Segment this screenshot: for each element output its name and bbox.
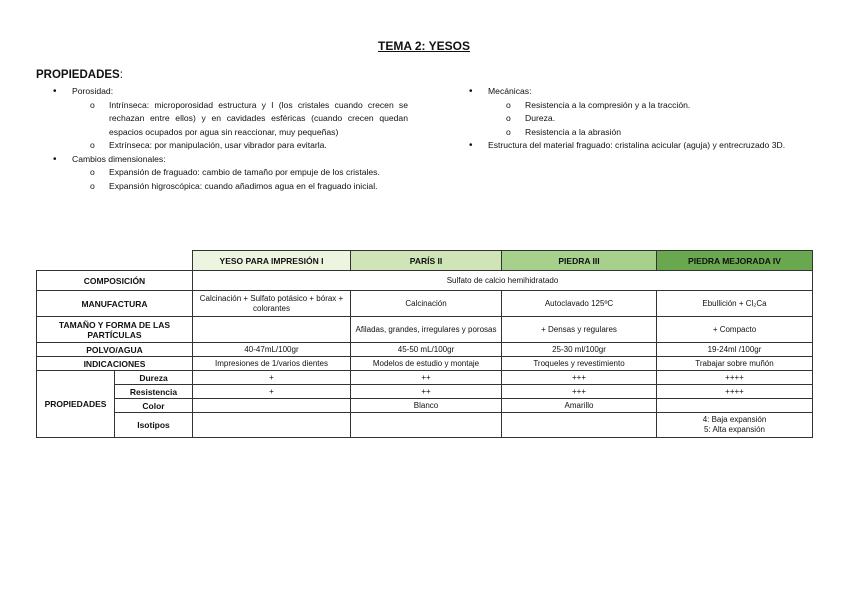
properties-table (36, 250, 813, 438)
sub-bullet-resistencia-compresion: o Resistencia a la compresión y a la tracción. (452, 99, 817, 113)
cell-polvo-iv: 19-24ml /100gr (657, 343, 813, 357)
row-label-isotipos: Isotipos (115, 413, 193, 438)
cell-isotipos-i (193, 413, 351, 438)
cell-color-ii: Blanco (351, 399, 502, 413)
cell-indicaciones-iii: Troqueles y revestimiento (502, 357, 657, 371)
bullet-cambios-dimensionales: • Cambios dimensionales: (36, 153, 408, 167)
row-color (37, 399, 813, 413)
cell-isotipos-iv (657, 413, 813, 438)
header-paris: PARÍS II (351, 251, 502, 271)
left-column (36, 85, 408, 193)
cell-manufactura-iii: Autoclavado 125ºC (502, 291, 657, 317)
cell-resistencia-ii: ++ (351, 385, 502, 399)
row-resistencia (37, 385, 813, 399)
sub-bullet-extrinseca: o Extrínseca: por manipulación, usar vibrador para evitarla. (36, 139, 408, 153)
row-label-composicion: COMPOSICIÓN (37, 271, 193, 291)
row-label-color: Color (115, 399, 193, 413)
row-dureza (37, 371, 813, 385)
row-label-resistencia: Resistencia (115, 385, 193, 399)
right-column (452, 85, 817, 153)
page-title: TEMA 2: YESOS (377, 39, 471, 53)
cell-dureza-i: + (193, 371, 351, 385)
cell-dureza-ii: ++ (351, 371, 502, 385)
cell-color-i (193, 399, 351, 413)
cell-polvo-i: 40-47mL/100gr (193, 343, 351, 357)
bullet-porosidad: • Porosidad: (36, 85, 408, 99)
row-isotipos (37, 413, 813, 438)
cell-dureza-iii: +++ (502, 371, 657, 385)
row-label-dureza: Dureza (115, 371, 193, 385)
row-label-polvo-agua: POLVO/AGUA (37, 343, 193, 357)
cell-manufactura-iv: Ebullición + Cl₂Ca (657, 291, 813, 317)
cell-isotipos-iii (502, 413, 657, 438)
cell-composicion: Sulfato de calcio hemihidratado (193, 271, 813, 291)
cell-manufactura-ii: Calcinación (351, 291, 502, 317)
cell-indicaciones-i: Impresiones de 1/varios dientes (193, 357, 351, 371)
row-label-indicaciones: INDICACIONES (37, 357, 193, 371)
cell-dureza-iv: ++++ (657, 371, 813, 385)
header-row (37, 251, 813, 271)
cell-indicaciones-ii: Modelos de estudio y montaje (351, 357, 502, 371)
cell-tamano-iii: + Densas y regulares (502, 317, 657, 343)
header-piedra-mejorada: PIEDRA MEJORADA IV (657, 251, 813, 271)
bullet-estructura: • Estructura del material fraguado: cristalina acicular (aguja) y entrecruzado 3D. (452, 139, 817, 153)
cell-indicaciones-iv: Trabajar sobre muñón (657, 357, 813, 371)
row-polvo-agua (37, 343, 813, 357)
row-indicaciones (37, 357, 813, 371)
sub-bullet-dureza: o Dureza. (452, 112, 817, 126)
cell-tamano-iv: + Compacto (657, 317, 813, 343)
sub-bullet-intrinseca: o Intrínseca: microporosidad estructura y I (los cristales cuando crecen se rechazan entre ellos) y en cavidades esféricas (cuando crecen quedan espacios ocupados por agua sin reaccionar, muy pequeñas) (36, 99, 408, 140)
row-label-manufactura: MANUFACTURA (37, 291, 193, 317)
cell-polvo-iii: 25-30 ml/100gr (502, 343, 657, 357)
row-manufactura (37, 291, 813, 317)
row-label-tamano: TAMAÑO Y FORMA DE LAS PARTÍCULAS (37, 317, 193, 343)
row-label-propiedades: PROPIEDADES (37, 371, 115, 438)
isotipo-line-baja: 4: Baja expansión (702, 415, 767, 424)
section-heading: PROPIEDADES: (36, 69, 123, 81)
empty-corner-cell (37, 251, 193, 271)
header-piedra: PIEDRA III (502, 251, 657, 271)
cell-tamano-i (193, 317, 351, 343)
sub-bullet-expansion-fraguado: o Expansión de fraguado: cambio de tamaño por empuje de los cristales. (36, 166, 408, 180)
cell-manufactura-i: Calcinación + Sulfato potásico + bórax + colorantes (193, 291, 351, 317)
cell-tamano-ii: Afiladas, grandes, irregulares y porosas (351, 317, 502, 343)
cell-isotipos-ii (351, 413, 502, 438)
cell-polvo-ii: 45-50 mL/100gr (351, 343, 502, 357)
sub-bullet-resistencia-abrasion: o Resistencia a la abrasión (452, 126, 817, 140)
cell-resistencia-iv: ++++ (657, 385, 813, 399)
header-yeso-impresion: YESO PARA IMPRESIÓN I (193, 251, 351, 271)
isotipo-line-alta: 5: Alta expansión (704, 425, 765, 434)
row-tamano (37, 317, 813, 343)
sub-bullet-expansion-higroscopica: o Expansión higroscópica: cuando añadimos agua en el fraguado inicial. (36, 180, 408, 194)
cell-color-iv (657, 399, 813, 413)
cell-resistencia-i: + (193, 385, 351, 399)
cell-resistencia-iii: +++ (502, 385, 657, 399)
cell-color-iii: Amarillo (502, 399, 657, 413)
row-composicion (37, 271, 813, 291)
bullet-mecanicas: • Mecánicas: (452, 85, 817, 99)
